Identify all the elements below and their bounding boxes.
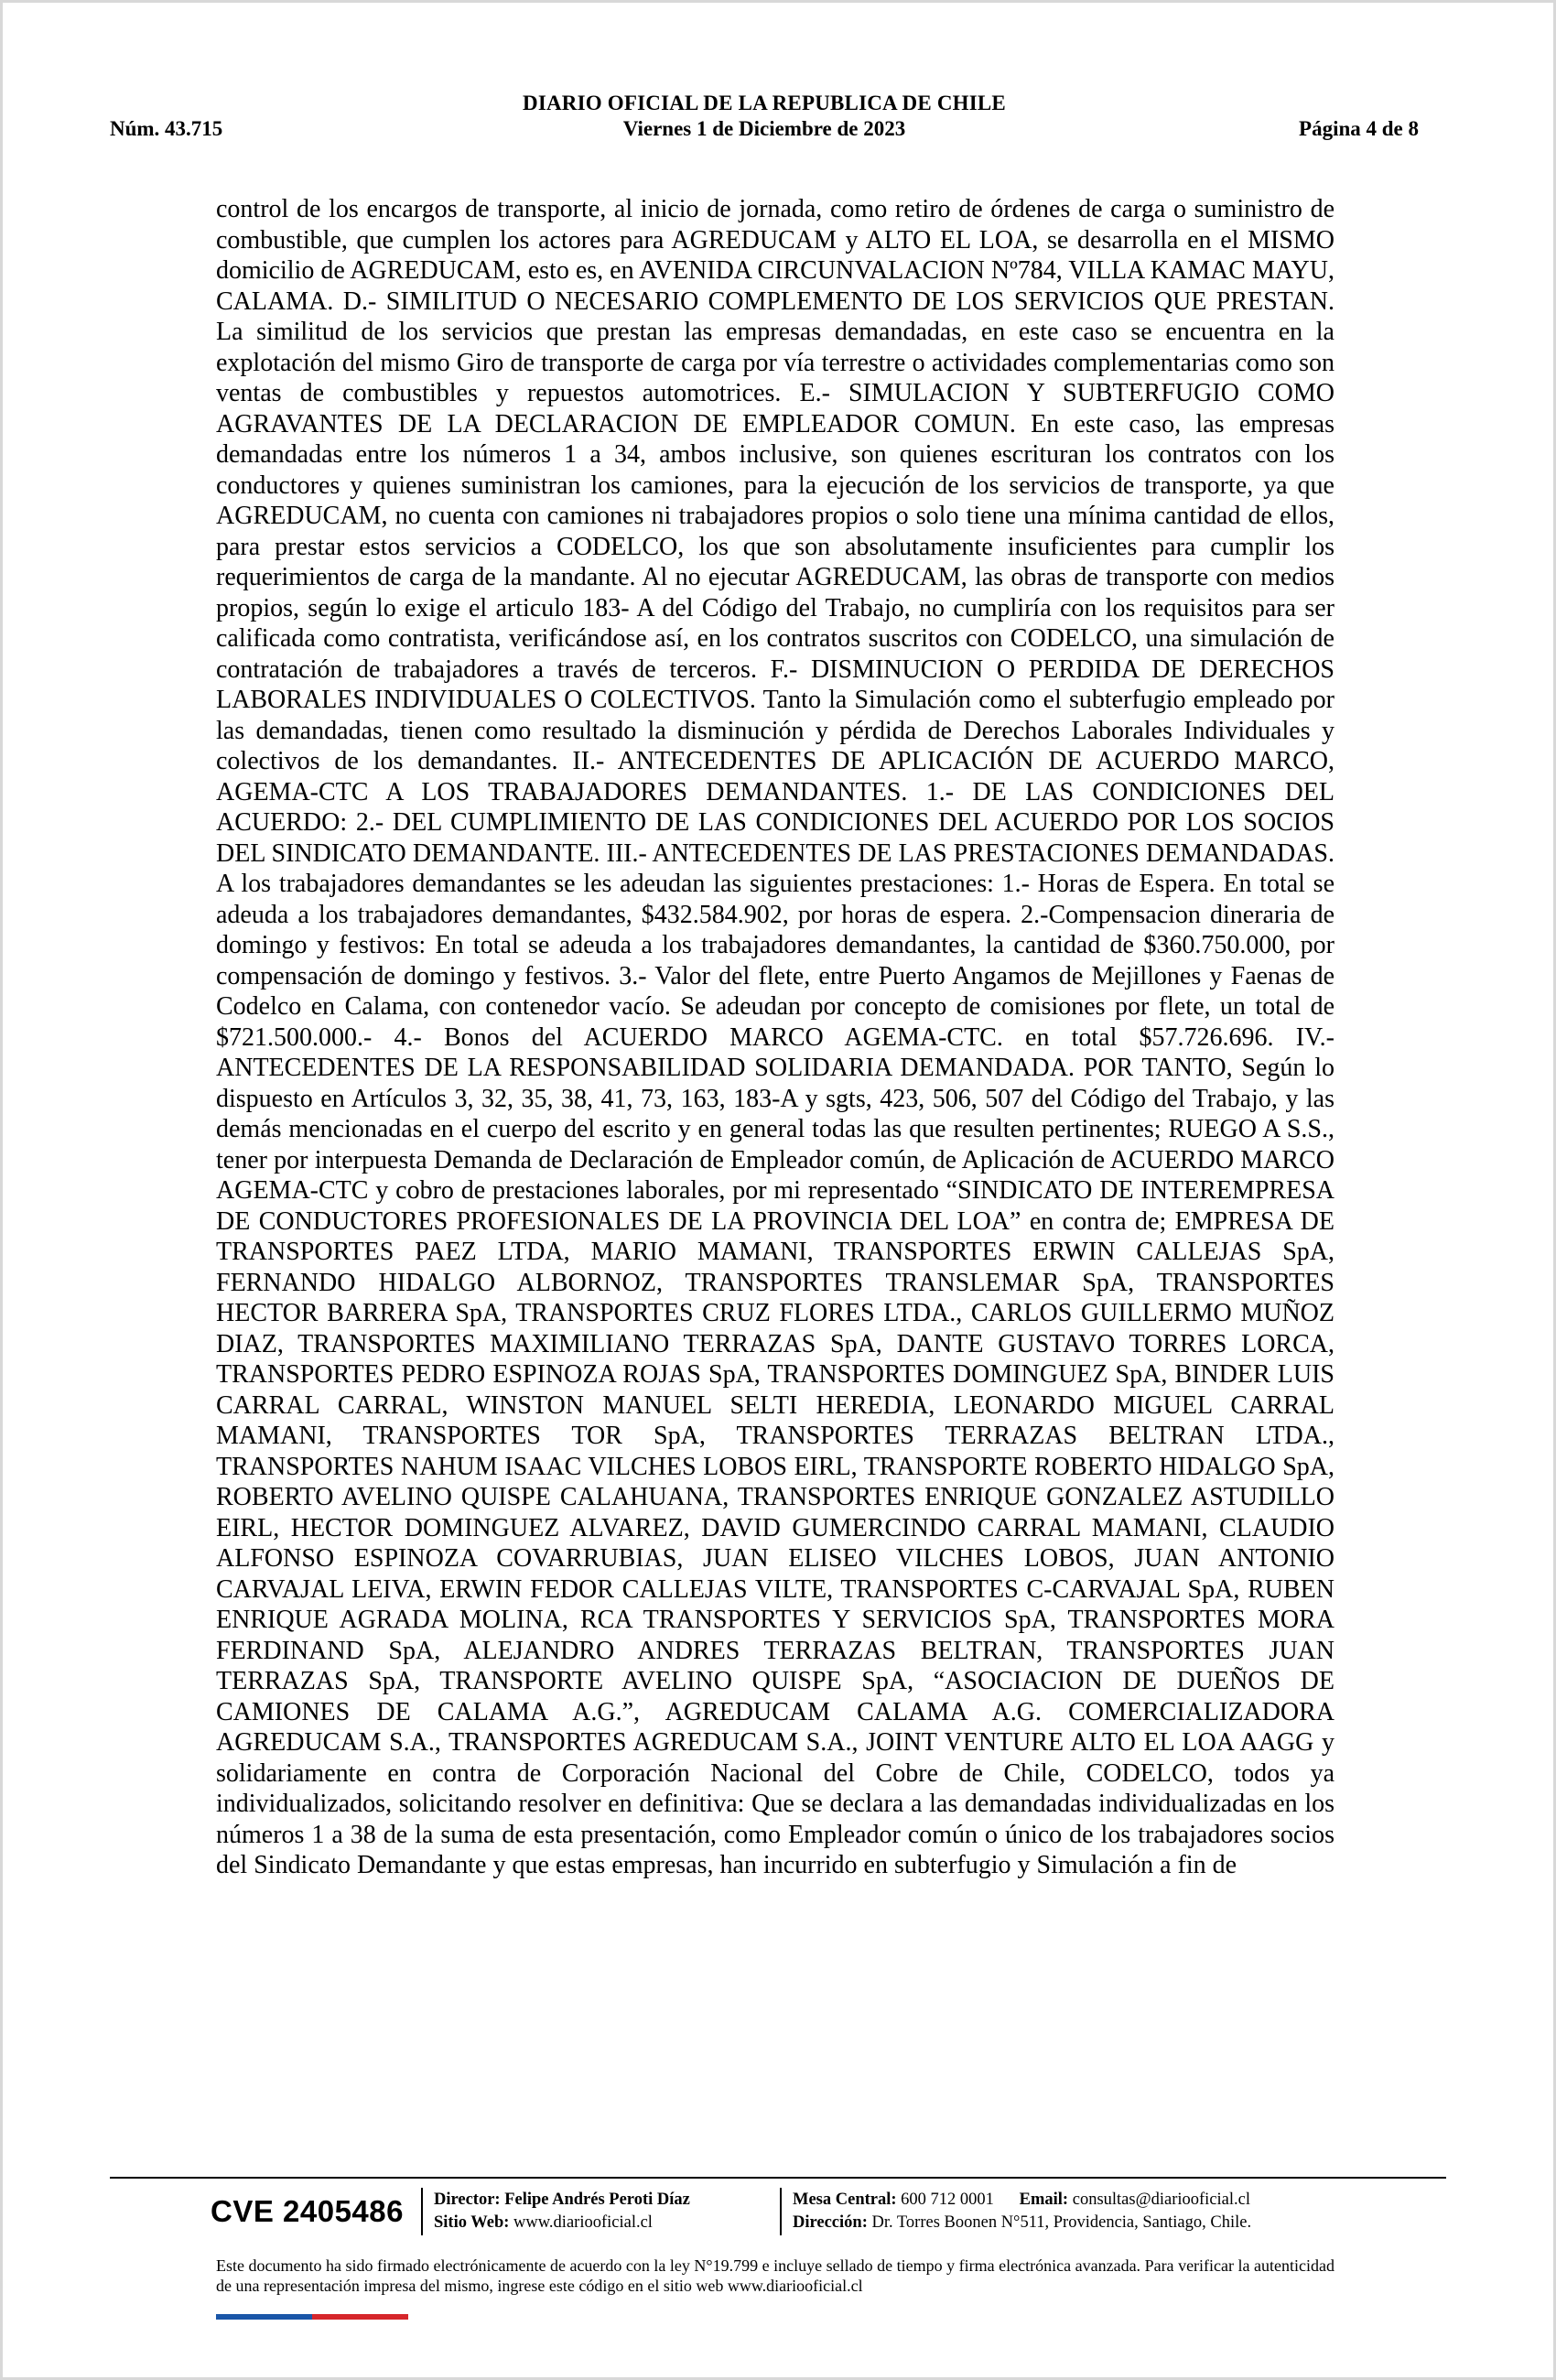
page-indicator: Página 4 de 8 — [1299, 117, 1419, 140]
address-value: Dr. Torres Boonen N°511, Providencia, Santiago, Chile. — [871, 2213, 1252, 2232]
footer-separator — [780, 2188, 782, 2235]
email-link[interactable]: consultas@diariooficial.cl — [1072, 2191, 1251, 2209]
director-label: Director: — [434, 2191, 501, 2209]
website-link[interactable]: www.diariooficial.cl — [513, 2213, 653, 2232]
page-header — [110, 92, 1419, 141]
cve-code: CVE 2405486 — [211, 2194, 404, 2228]
mesa-central-phone: 600 712 0001 — [901, 2191, 994, 2209]
document-body: control de los encargos de transporte, al inicio de jornada, como retiro de órdenes de carga o suministro de combustible, que cumplen los actores para AGREDUCAM y ALTO EL LOA, se desarrolla en el MISMO domicilio de AGREDUCAM, esto es, en AVENIDA CIRCUNVALACION Nº784, VILLA KAMAC MAYU, CALAMA. D.- SIMILITUD O NECESARIO COMPLEMENTO DE LOS SERVICIOS QUE PRESTAN. La similitud de los servicios que prestan las empresas demandadas, en este caso se encuentra en la explotación del mismo Giro de transporte de carga por vía terrestre o actividades complementarias como son ventas de combustibles y repuestos automotrices. E.- SIMULACION Y SUBTERFUGIO COMO AGRAVANTES DE LA DECLARACION DE EMPLEADOR COMUN. En este caso, las empresas demandadas entre los números 1 a 34, ambos inclusive, son quienes escrituran los contratos con los conductores y quienes suministran los camiones, para la ejecución de los servicios de transporte, ya que AGREDUCAM, no cuenta con camiones ni trabajadores propios o solo tiene una mínima cantidad de ellos, para prestar estos servicios a CODELCO, los que son absolutamente insuficientes para cumplir los requerimientos de carga de la mandante. Al no ejecutar AGREDUCAM, las obras de transporte con medios propios, según lo exige el articulo 183- A del Código del Trabajo, no cumpliría con los requisitos para ser calificada como contratista, verificándose así, en los contratos suscritos con CODELCO, una simulación de contratación de trabajadores a través de terceros. F.- DISMINUCION O PERDIDA DE DERECHOS LABORALES INDIVIDUALES O COLECTIVOS. Tanto la Simulación como el subterfugio empleado por las demandadas, tienen como resultado la disminución y pérdida de Derechos Laborales Individuales y colectivos de los demandantes. II.- ANTECEDENTES DE APLICACIÓN DE ACUERDO MARCO, AGEMA-CTC A LOS TRABAJADORES DEMANDANTES. 1.- DE LAS CONDICIONES DEL ACUERDO: 2.- DEL CUMPLIMIENTO DE LAS CONDICIONES DEL ACUERDO POR LOS SOCIOS DEL SINDICATO DEMANDANTE. III.- ANTECEDENTES DE LAS PRESTACIONES DEMANDADAS. A los trabajadores demandantes se les adeudan las siguientes prestaciones: 1.- Horas de Espera. En total se adeuda a los trabajadores demandantes, $432.584.902, por horas de espera. 2.-Compensacion dineraria de domingo y festivos: En total se adeuda a los trabajadores demandantes, la cantidad de $360.750.000, por compensación de domingo y festivos. 3.- Valor del flete, entre Puerto Angamos de Mejillones y Faenas de Codelco en Calama, con contenedor vacío. Se adeudan por concepto de comisiones por flete, un total de $721.500.000.- 4.- Bonos del ACUERDO MARCO AGEMA-CTC. en total $57.726.696. IV.- ANTECEDENTES DE LA RESPONSABILIDAD SOLIDARIA DEMANDADA. POR TANTO, Según lo dispuesto en Artículos 3, 32, 35, 38, 41, 73, 163, 183-A y sgts, 423, 506, 507 del Código del Trabajo, y las demás mencionadas en el cuerpo del escrito y en general todas las que resulten pertinentes; RUEGO A S.S., tener por interpuesta Demanda de Declaración de Empleador común, de Aplicación de ACUERDO MARCO AGEMA-CTC y cobro de prestaciones laborales, por mi representado “SINDICATO DE INTEREMPRESA DE CONDUCTORES PROFESIONALES DE LA PROVINCIA DEL LOA” en contra de; EMPRESA DE TRANSPORTES PAEZ LTDA, MARIO MAMANI, TRANSPORTES ERWIN CALLEJAS SpA, FERNANDO HIDALGO ALBORNOZ, TRANSPORTES TRANSLEMAR SpA, TRANSPORTES HECTOR BARRERA SpA, TRANSPORTES CRUZ FLORES LTDA., CARLOS GUILLERMO MUÑOZ DIAZ, TRANSPORTES MAXIMILIANO TERRAZAS SpA, DANTE GUSTAVO TORRES LORCA, TRANSPORTES PEDRO ESPINOZA ROJAS SpA, TRANSPORTES DOMINGUEZ SpA, BINDER LUIS CARRAL CARRAL, WINSTON MANUEL SELTI HEREDIA, LEONARDO MIGUEL CARRAL MAMANI, TRANSPORTES TOR SpA, TRANSPORTES TERRAZAS BELTRAN LTDA., TRANSPORTES NAHUM ISAAC VILCHES LOBOS EIRL, TRANSPORTE ROBERTO HIDALGO SpA, ROBERTO AVELINO QUISPE CALAHUANA, TRANSPORTES ENRIQUE GONZALEZ ASTUDILLO EIRL, HECTOR DOMINGUEZ ALVAREZ, DAVID GUMERCINDO CARRAL MAMANI, CLAUDIO ALFONSO ESPINOZA COVARRUBIAS, JUAN ELISEO VILCHES LOBOS, JUAN ANTONIO CARVAJAL LEIVA, ERWIN FEDOR CALLEJAS VILTE, TRANSPORTES C-CARVAJAL SpA, RUBEN ENRIQUE AGRADA MOLINA, RCA TRANSPORTES Y SERVICIOS SpA, TRANSPORTES MORA FERDINAND SpA, ALEJANDRO ANDRES TERRAZAS BELTRAN, TRANSPORTES JUAN TERRAZAS SpA, TRANSPORTE AVELINO QUISPE SpA, “ASOCIACION DE DUEÑOS DE CAMIONES DE CALAMA A.G.”, AGREDUCAM CALAMA A.G. COMERCIALIZADORA AGREDUCAM S.A., TRANSPORTES AGREDUCAM S.A., JOINT VENTURE ALTO EL LOA AAGG y solidariamente en contra de Corporación Nacional del Cobre de Chile, CODELCO, todos ya individualizados, solicitando resolver en definitiva: Que se declara a las demandadas individualizadas en los números 1 a 38 de la suma de esta presentación, como Empleador común o único de los trabajadores socios del Sindicato Demandante y que estas empresas, han incurrido en subterfugio y Simulación a fin de — [216, 195, 1334, 1879]
footer-director-block — [434, 2189, 773, 2234]
page-footer — [211, 2188, 1338, 2235]
flag-blue-stripe — [216, 2314, 312, 2320]
header-info-row — [110, 117, 1419, 141]
flag-red-stripe — [312, 2314, 408, 2320]
signature-notice: Este documento ha sido firmado electrónicamente de acuerdo con la ley N°19.799 e incluye sellado de tiempo y firma electrónica avanzada. Para verificar la autenticidad de una representación impresa del mismo, ingrese este código en el sitio web www.diariooficial.cl — [216, 2256, 1334, 2295]
mesa-central-label: Mesa Central: — [793, 2191, 897, 2209]
issue-date: Viernes 1 de Diciembre de 2023 — [622, 117, 906, 140]
address-label: Dirección: — [793, 2213, 868, 2232]
chile-flag-bar — [216, 2314, 408, 2320]
director-name: Felipe Andrés Peroti Díaz — [504, 2191, 690, 2209]
footer-separator — [421, 2188, 423, 2235]
email-label: Email: — [1019, 2191, 1069, 2209]
website-label: Sitio Web: — [434, 2213, 510, 2232]
issue-number: Núm. 43.715 — [110, 117, 223, 140]
footer-divider — [110, 2177, 1446, 2179]
footer-contact-block — [793, 2189, 1338, 2234]
gazette-title: DIARIO OFICIAL DE LA REPUBLICA DE CHILE — [523, 92, 1006, 114]
